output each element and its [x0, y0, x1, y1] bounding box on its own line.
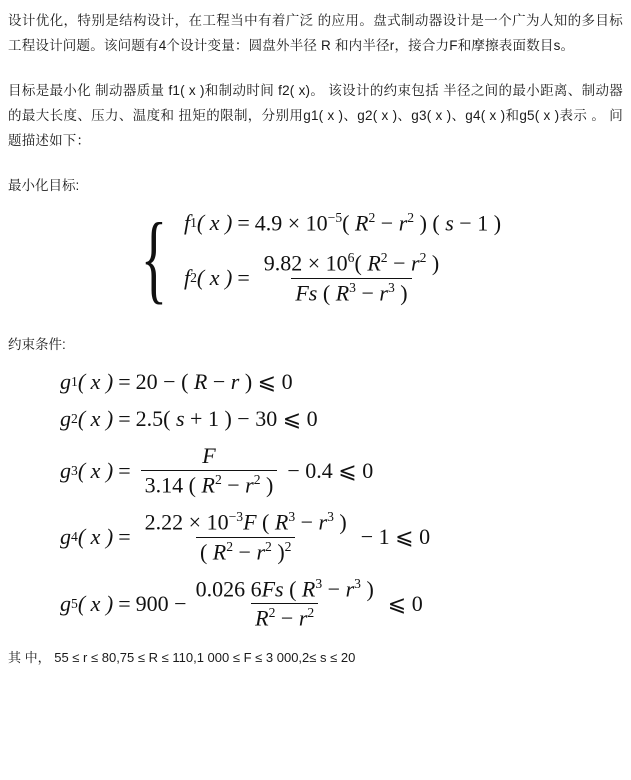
- constraint-g5-denominator: $R^2 - r^2$: [251, 603, 318, 631]
- constraint-g3-row: g 3 ( x ) = $\frac{F}{3.14 ( R^2 - r^2 )}$ − 0.4 ⩽ 0: [60, 442, 374, 498]
- constraint-g1-row: g 1 ( x ) = 20 − ( R − r ) ⩽ 0: [60, 368, 293, 394]
- objective-f2-fraction: [260, 250, 443, 306]
- objective-f2-numerator: $9.82 \times 10^6$( $R^2 - r^2$ ): [263, 250, 440, 276]
- constraint-g2-expression: 2.5( s + 1 ) − 30 ⩽ 0: [135, 405, 318, 431]
- objective-f1-equation: f 1 ( x ) = $4.9 \times 10^{-5}$( $R^2 - r^2$ ) ( s − 1 ): [183, 210, 502, 236]
- constraint-g3-numerator: F: [202, 442, 216, 468]
- variable-bounds-note: 其 中， 55 ≤ r ≤ 80,75 ≤ R ≤ 110,1 000 ≤ F ≤ 3 000,2≤ s ≤ 20: [8, 649, 356, 665]
- constraint-g4-numerator: $2.22 \times 10^{-3}F$ ( $R^3 - r^3$ ): [144, 509, 347, 535]
- constraints-label: 约束条件:: [8, 336, 66, 352]
- intro-paragraph-1: 设计优化，特别是结构设计，在工程当中有着广泛 的应用。盘式制动器设计是一个广为人知的多目标 工程设计问题。该问题有4个设计变量：圆盘外半径 R 和内半径r，接合力F和摩擦表面数目s。: [8, 13, 623, 53]
- objective-f1-name: f: [183, 210, 191, 236]
- objective-f2-name: f: [183, 265, 191, 291]
- objective-f2-denominator: Fs ( $R^3 - r^3$ ): [291, 278, 411, 306]
- objective-equations-block: [8, 201, 623, 313]
- constraint-equation-list: [8, 369, 623, 632]
- constraint-g4-row: g 4 ( x ) = $\frac{2.22 \times 10^{-3}F ( R^3 - r^3 )}{( R^2 - r^2 )^2}$ − 1 ⩽ 0: [60, 509, 431, 564]
- constraint-g3-denominator: 3.14 ( $R^2 - r^2$ ): [141, 470, 278, 498]
- objective-equation-list: [184, 210, 501, 306]
- minimize-objectives-label: 最小化目标:: [8, 178, 80, 193]
- objective-system: [130, 201, 502, 313]
- constraint-g5-tail: ⩽ 0: [387, 590, 423, 616]
- constraint-g5-numerator: 0.026 6Fs ( $R^3 - r^3$ ): [195, 575, 374, 602]
- left-brace-glyph: {: [140, 201, 168, 313]
- objective-f1-expression: $4.9 \times 10^{-5}$( $R^2 - r^2$ ) ( s − 1 ): [254, 210, 502, 236]
- constraint-g5-row: g 5 ( x ) = 900 − $\frac{0.026 6Fs ( R^3 - r^3 )}{R^2 - r^2}$ ⩽ 0: [60, 575, 423, 631]
- intro-paragraph-2: 目标是最小化 制动器质量 f1( x )和制动时间 f2( x)。 该设计的约束包括 半径之间的最小距离、制动器的最大长度、压力、温度和 扭矩的限制，分别用g1( x )、g2( x )、g3( x )、g4( x )和g5( x )表示 。 问题描述如下：: [8, 83, 623, 148]
- constraint-g5-fraction: [192, 576, 378, 632]
- constraint-g1-expression: 20 − ( R − r ) ⩽ 0: [135, 368, 293, 394]
- constraint-g4-denominator: ( $R^2 - r^2$ )$^2$: [196, 537, 296, 565]
- constraint-g4-tail: − 1 ⩽ 0: [360, 524, 431, 550]
- constraint-g3-fraction: [141, 443, 278, 498]
- objective-f2-equation: f 2 ( x ) = $\frac{9.82 \times 10^6( R^2 - r^2 )}{Fs ( R^3 - r^3 )}$: [184, 250, 501, 306]
- constraint-g5-lead: 900 −: [135, 590, 187, 616]
- constraint-g3-tail: − 0.4 ⩽ 0: [287, 457, 374, 483]
- constraint-g4-fraction: [141, 509, 351, 565]
- constraint-g2-row: g 2 ( x ) = 2.5( s + 1 ) − 30 ⩽ 0: [60, 405, 318, 431]
